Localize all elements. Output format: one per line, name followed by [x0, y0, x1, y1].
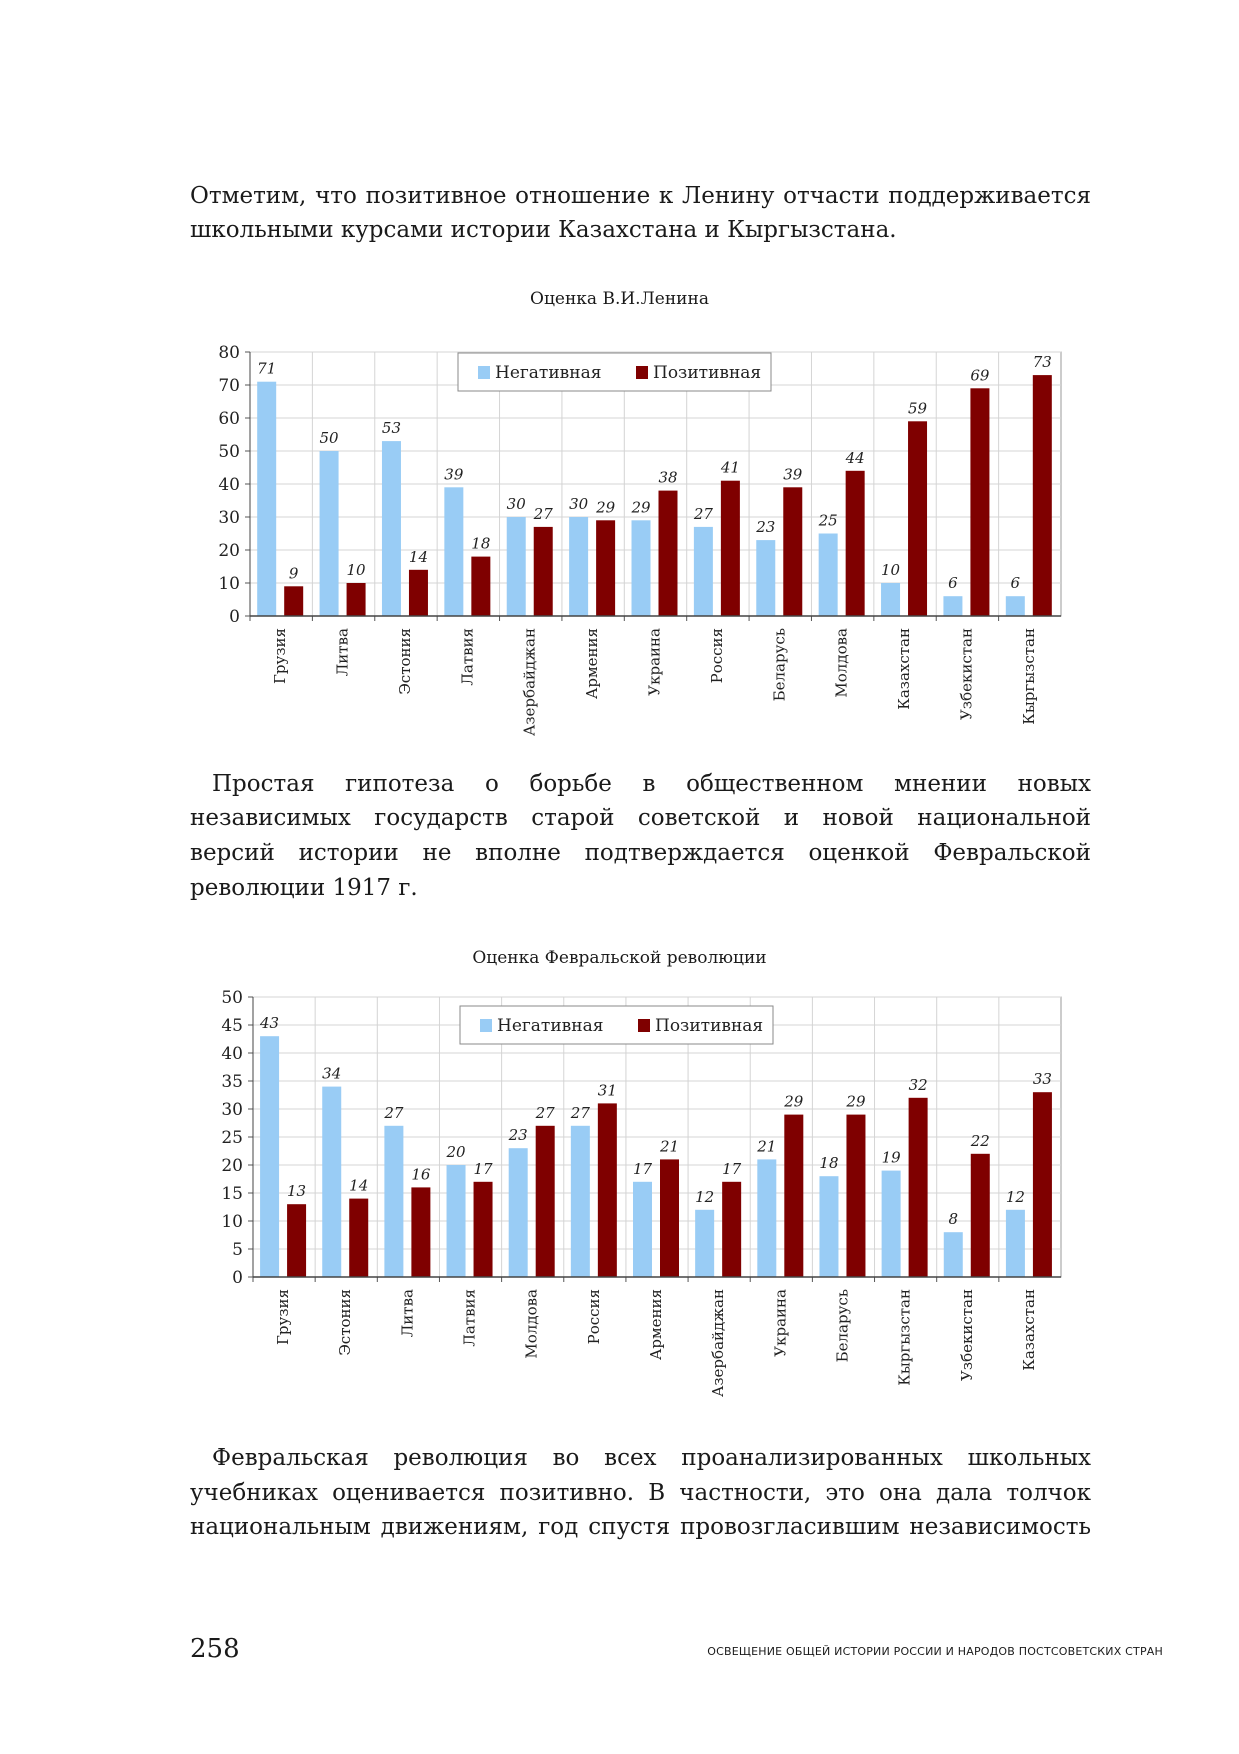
bar-positive — [287, 1204, 306, 1277]
x-category-label: Азербайджан — [520, 628, 539, 736]
data-label: 10 — [346, 561, 366, 579]
data-label: 73 — [1032, 353, 1052, 372]
x-category-label: Кыргызстан — [895, 1289, 914, 1386]
data-label: 31 — [597, 1081, 617, 1100]
bar-positive — [722, 1182, 741, 1277]
data-label: 12 — [1005, 1187, 1025, 1206]
x-category-label: Латвия — [460, 1289, 479, 1347]
data-label: 29 — [846, 1092, 866, 1111]
page-number: 258 — [190, 1634, 240, 1664]
data-label: 27 — [535, 1103, 555, 1122]
bar-positive — [536, 1126, 555, 1277]
bar-negative — [819, 1176, 838, 1277]
y-tick-label: 50 — [221, 988, 243, 1008]
text-line: Отметим, что позитивное отношение к Ленину отчасти поддерживается — [190, 183, 1091, 209]
bar-positive — [846, 1115, 865, 1277]
x-category-label: Узбекистан — [957, 1289, 976, 1381]
running-title: ОСВЕЩЕНИЕ ОБЩЕЙ ИСТОРИИ РОССИИ И НАРОДОВ ПОСТСОВЕТСКИХ СТРАН — [707, 1645, 1163, 1658]
data-label: 71 — [257, 359, 277, 378]
bar-positive — [660, 1159, 679, 1277]
data-label: 23 — [756, 518, 776, 537]
bar-positive — [784, 1115, 803, 1277]
x-category-label: Литва — [333, 628, 352, 677]
data-label: 29 — [631, 498, 651, 517]
x-category-label: Беларусь — [833, 1289, 852, 1363]
data-label: 38 — [658, 468, 678, 487]
data-label: 29 — [596, 498, 616, 517]
data-label: 9 — [288, 564, 299, 583]
bar-positive — [1033, 1092, 1052, 1277]
data-label: 30 — [506, 495, 526, 513]
y-tick-label: 40 — [218, 475, 240, 495]
text-line: Простая гипотеза о борьбе в общественном мнении новых — [212, 771, 1091, 797]
chart-2-title: Оценка Февральской революции — [472, 948, 767, 968]
data-label: 29 — [784, 1092, 804, 1111]
data-label: 41 — [720, 458, 740, 477]
x-category-label: Эстония — [395, 628, 414, 695]
legend-swatch-negative — [480, 1019, 492, 1032]
x-category-label: Эстония — [336, 1289, 355, 1356]
bar-negative — [882, 1171, 901, 1277]
y-tick-label: 30 — [221, 1100, 243, 1120]
data-label: 20 — [446, 1143, 466, 1161]
data-label: 53 — [381, 419, 402, 438]
bar-negative — [384, 1126, 403, 1277]
data-label: 23 — [508, 1126, 528, 1145]
x-category-label: Литва — [398, 1289, 417, 1338]
x-category-label: Казахстан — [895, 628, 914, 710]
bar-negative — [322, 1087, 341, 1277]
data-label: 16 — [411, 1165, 431, 1184]
data-label: 17 — [722, 1159, 742, 1178]
data-label: 25 — [818, 511, 838, 530]
data-label: 12 — [695, 1187, 715, 1206]
text-line: школьными курсами истории Казахстана и Кыргызстана. — [190, 217, 897, 243]
legend-label-negative: Негативная — [495, 363, 602, 383]
bar-negative — [509, 1148, 528, 1277]
x-category-label: Армения — [647, 1289, 665, 1360]
data-label: 59 — [907, 399, 928, 418]
data-label: 22 — [970, 1131, 990, 1150]
data-label: 10 — [880, 561, 901, 579]
y-tick-label: 40 — [221, 1044, 243, 1064]
y-tick-label: 30 — [218, 508, 240, 528]
data-label: 6 — [1010, 574, 1021, 593]
data-label: 17 — [473, 1159, 493, 1178]
bar-positive — [971, 1154, 990, 1277]
legend-swatch-positive — [638, 1019, 650, 1032]
text-line: независимых государств старой советской и новой национальной — [190, 805, 1091, 831]
x-category-label: Молдова — [832, 628, 851, 698]
y-tick-label: 25 — [221, 1128, 243, 1148]
data-label: 6 — [948, 574, 958, 593]
data-label: 27 — [570, 1103, 590, 1122]
x-category-label: Грузия — [274, 1289, 293, 1346]
data-label: 50 — [319, 429, 339, 447]
data-label: 32 — [908, 1075, 928, 1094]
bar-negative — [571, 1126, 590, 1277]
bar-negative — [1006, 1210, 1025, 1277]
text-line: учебниках оценивается позитивно. В частности, это она дала толчок — [190, 1480, 1091, 1506]
y-tick-label: 80 — [218, 343, 240, 363]
legend-label-positive: Позитивная — [653, 363, 762, 383]
data-label: 34 — [322, 1064, 342, 1083]
text-line: Февральская революция во всех проанализированных школьных — [212, 1445, 1091, 1471]
data-label: 18 — [819, 1154, 839, 1173]
y-tick-label: 15 — [221, 1184, 243, 1204]
bar-negative — [260, 1036, 279, 1277]
text-line: национальным движениям, год спустя провозгласившим независимость — [190, 1514, 1091, 1540]
y-tick-label: 10 — [221, 1212, 243, 1232]
x-category-label: Украина — [771, 1289, 790, 1357]
bar-positive — [598, 1103, 617, 1277]
bar-positive — [349, 1199, 368, 1277]
text-line: революции 1917 г. — [190, 875, 418, 901]
data-label: 21 — [757, 1137, 777, 1156]
x-category-label: Узбекистан — [957, 628, 976, 720]
data-label: 18 — [471, 534, 491, 553]
data-label: 17 — [632, 1159, 653, 1178]
x-category-label: Армения — [583, 628, 602, 699]
bar-negative — [944, 1232, 963, 1277]
bar-positive — [474, 1182, 493, 1277]
x-category-label: Кыргызстан — [1019, 628, 1038, 725]
bar-negative — [633, 1182, 652, 1277]
data-label: 27 — [693, 504, 713, 523]
x-category-label: Казахстан — [1019, 1289, 1038, 1371]
bar-negative — [757, 1159, 776, 1277]
data-label: 43 — [260, 1014, 280, 1033]
legend-label-negative: Негативная — [497, 1016, 604, 1036]
bar-negative — [447, 1165, 466, 1277]
data-label: 19 — [881, 1148, 901, 1167]
y-tick-label: 10 — [218, 574, 240, 594]
y-tick-label: 5 — [232, 1240, 243, 1260]
text-line: версий истории не вполне подтверждается оценкой Февральской — [190, 840, 1091, 866]
data-label: 14 — [349, 1176, 369, 1195]
y-tick-label: 0 — [229, 607, 240, 627]
y-tick-label: 60 — [218, 409, 240, 429]
data-label: 39 — [444, 465, 464, 484]
data-label: 8 — [948, 1210, 959, 1229]
data-label: 30 — [569, 495, 589, 513]
y-tick-label: 70 — [218, 376, 240, 396]
bar-positive — [909, 1098, 928, 1277]
x-category-label: Азербайджан — [709, 1289, 728, 1397]
x-category-label: Россия — [584, 1289, 603, 1345]
y-tick-label: 20 — [218, 541, 240, 561]
y-tick-label: 20 — [221, 1156, 243, 1176]
x-category-label: Украина — [645, 628, 664, 696]
bar-negative — [695, 1210, 714, 1277]
y-tick-label: 0 — [232, 1268, 243, 1288]
x-category-label: Беларусь — [770, 628, 789, 702]
data-label: 39 — [783, 465, 803, 484]
data-label: 27 — [384, 1103, 404, 1122]
bar-positive — [411, 1187, 430, 1277]
y-tick-label: 35 — [221, 1072, 243, 1092]
legend-label-positive: Позитивная — [655, 1016, 764, 1036]
data-label: 27 — [533, 504, 553, 523]
data-label: 21 — [659, 1137, 680, 1156]
data-label: 69 — [970, 366, 990, 385]
chart-1-title: Оценка В.И.Ленина — [530, 289, 709, 309]
data-label: 13 — [287, 1182, 307, 1201]
x-category-label: Россия — [707, 628, 726, 684]
x-category-label: Грузия — [271, 628, 290, 685]
x-category-label: Молдова — [522, 1289, 541, 1359]
data-label: 33 — [1032, 1070, 1052, 1089]
data-label: 44 — [845, 448, 865, 467]
data-label: 14 — [408, 547, 429, 566]
y-tick-label: 45 — [221, 1016, 243, 1036]
x-category-label: Латвия — [458, 628, 477, 686]
y-tick-label: 50 — [218, 442, 240, 462]
